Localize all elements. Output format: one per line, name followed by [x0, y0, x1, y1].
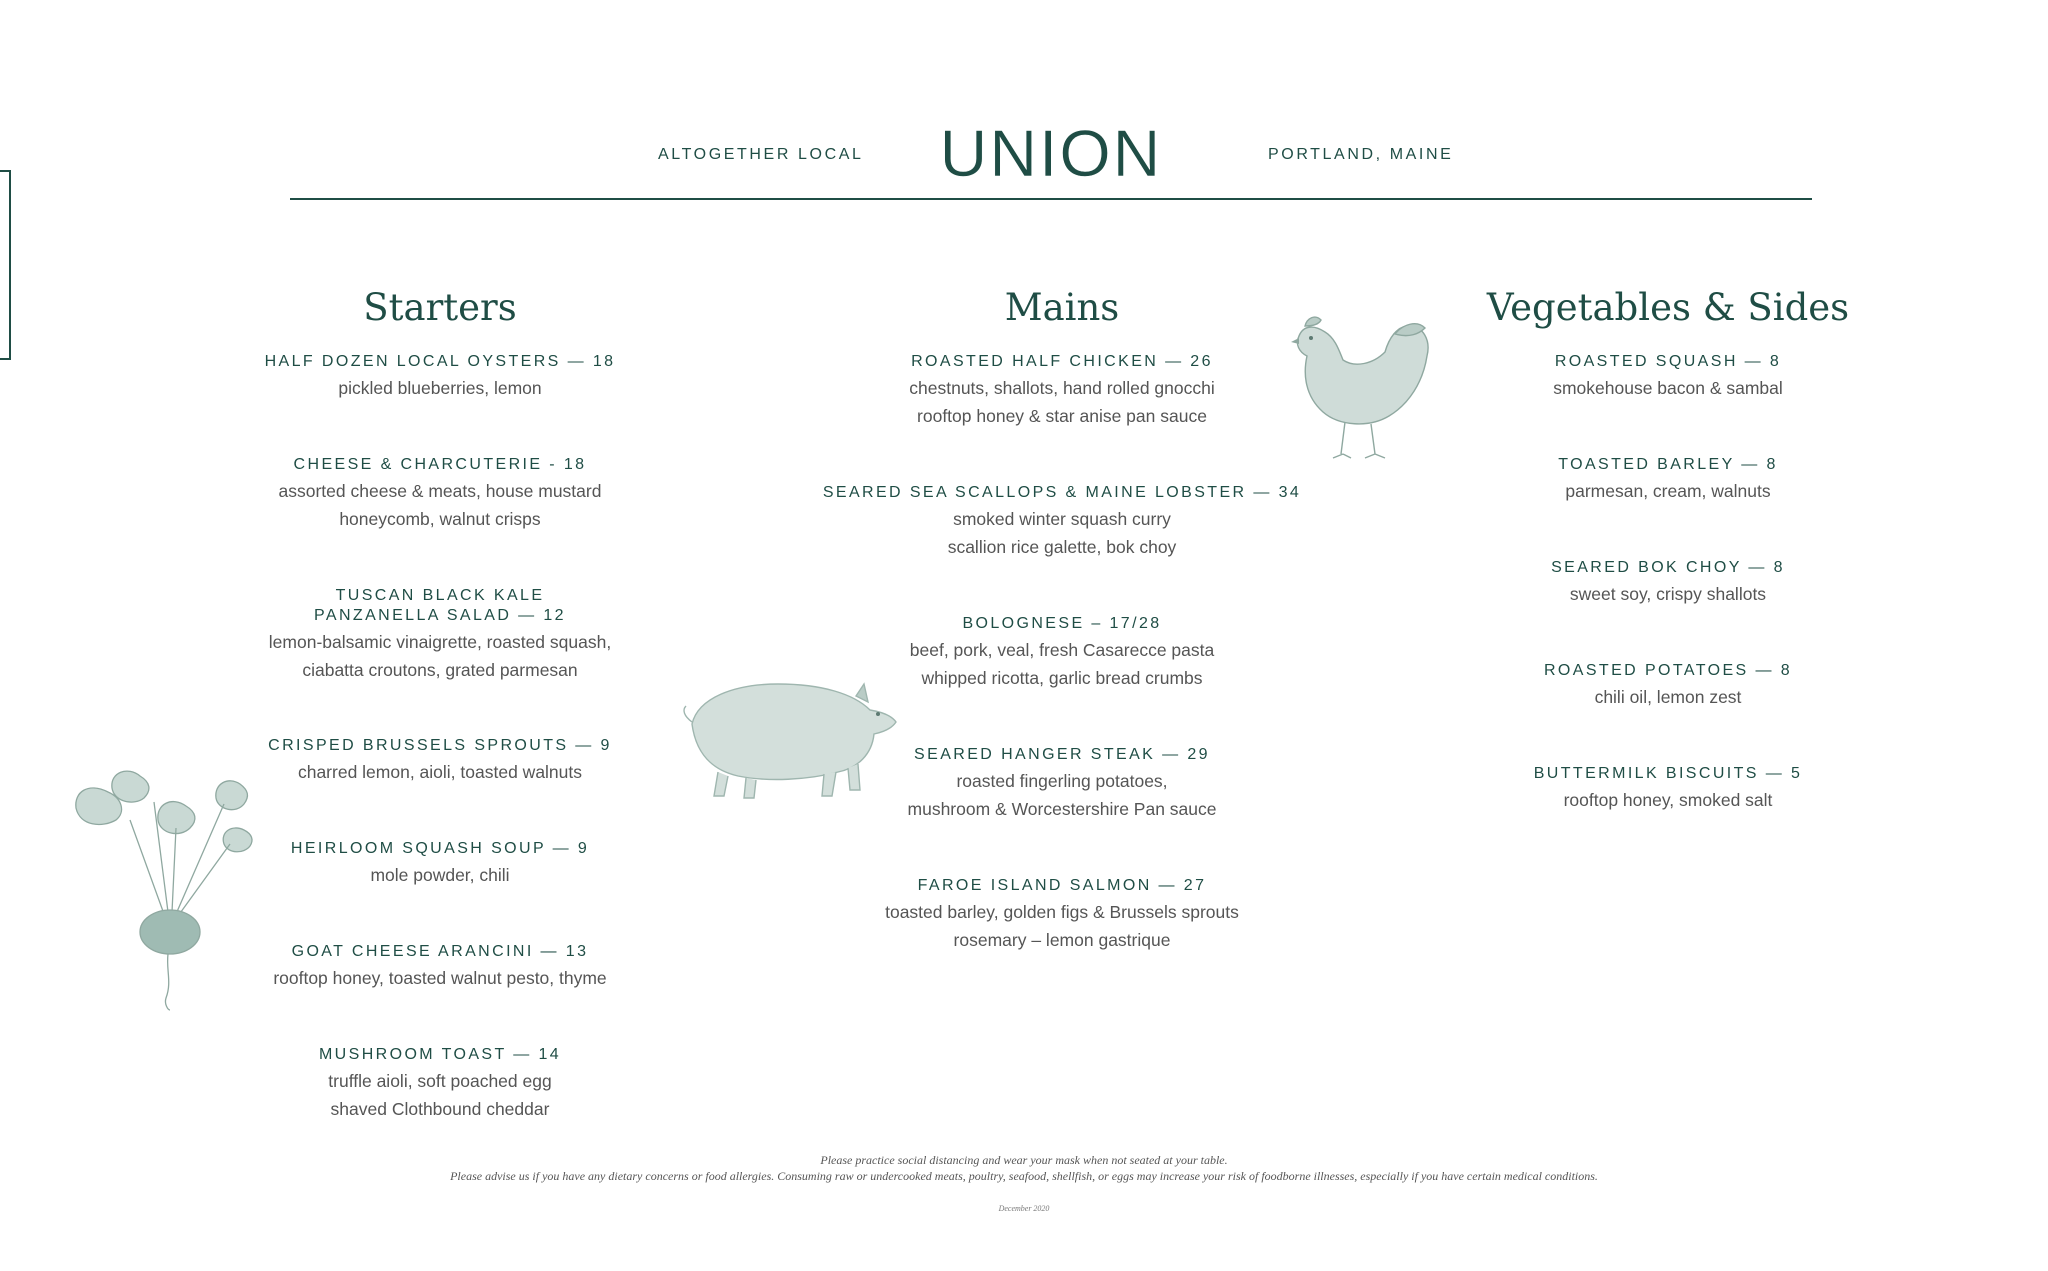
item-description: charred lemon, aioli, toasted walnuts	[297, 762, 583, 782]
menu-item	[812, 876, 1312, 954]
item-description: rooftop honey, smoked salt	[1563, 790, 1773, 810]
item-name: BOLOGNESE – 17/28	[962, 615, 1162, 632]
chicken-illustration	[1285, 304, 1435, 462]
item-name: BUTTERMILK BISCUITS — 5	[1533, 765, 1803, 782]
pig-illustration	[678, 672, 900, 800]
menu-item	[240, 1045, 640, 1123]
footer-allergy-note: Please advise us if you have any dietary concerns or food allergies. Consuming raw or undercooked meats, poultry, seafood, shellfish, or eggs may increase your risk of foodborne illnesses, especially if you have certain medical conditions.	[450, 1169, 1598, 1183]
item-name: SEARED BOK CHOY — 8	[1551, 559, 1785, 576]
item-name: CHEESE & CHARCUTERIE - 18	[293, 456, 587, 473]
menu-item	[1468, 455, 1868, 506]
item-description: rooftop honey, toasted walnut pesto, thyme	[273, 968, 607, 988]
menu-item	[240, 942, 640, 993]
item-description: smoked winter squash curry scallion rice galette, bok choy	[947, 509, 1177, 557]
menu-item	[240, 586, 640, 684]
item-name: ROASTED HALF CHICKEN — 26	[911, 353, 1213, 370]
header-divider	[290, 198, 1812, 200]
item-description: pickled blueberries, lemon	[338, 378, 542, 398]
item-description: roasted fingerling potatoes, mushroom & Worcestershire Pan sauce	[907, 771, 1217, 819]
item-name: SEARED HANGER STEAK — 29	[914, 746, 1210, 763]
menu-item	[240, 839, 640, 890]
item-description: toasted barley, golden figs & Brussels sprouts rosemary – lemon gastrique	[885, 902, 1239, 950]
item-description: beef, pork, veal, fresh Casarecce pasta whipped ricotta, garlic bread crumbs	[909, 640, 1215, 688]
starters-title: Starters	[363, 286, 517, 329]
left-edge-bracket	[0, 170, 11, 360]
menu-item	[1468, 558, 1868, 609]
item-name: MUSHROOM TOAST — 14	[318, 1046, 562, 1063]
item-name: HEIRLOOM SQUASH SOUP — 9	[290, 840, 590, 857]
menu-item	[812, 352, 1312, 430]
item-name: ROASTED POTATOES — 8	[1543, 662, 1793, 679]
item-name: TUSCAN BLACK KALE PANZANELLA SALAD — 12	[314, 587, 566, 624]
menu-item	[1468, 352, 1868, 403]
item-description: mole powder, chili	[370, 865, 510, 885]
item-name: GOAT CHEESE ARANCINI — 13	[291, 943, 589, 960]
header-left-tagline: ALTOGETHER LOCAL	[658, 146, 864, 163]
item-description: sweet soy, crispy shallots	[1569, 584, 1767, 604]
mains-title: Mains	[1004, 286, 1120, 329]
item-description: chestnuts, shallots, hand rolled gnocchi rooftop honey & star anise pan sauce	[909, 378, 1215, 426]
item-name: ROASTED SQUASH — 8	[1554, 353, 1782, 370]
menu-item	[240, 736, 640, 787]
item-name: TOASTED BARLEY — 8	[1558, 456, 1778, 473]
item-description: truffle aioli, soft poached egg shaved Clothbound cheddar	[328, 1071, 552, 1119]
item-description: assorted cheese & meats, house mustard honeycomb, walnut crisps	[278, 481, 602, 529]
item-name: SEARED SEA SCALLOPS & MAINE LOBSTER — 34	[822, 484, 1302, 501]
menu-item	[240, 352, 640, 403]
menu-item	[1468, 764, 1868, 815]
beet-illustration	[68, 762, 288, 1012]
header-right-tagline: PORTLAND, MAINE	[1268, 146, 1454, 163]
item-name: CRISPED BRUSSELS SPROUTS — 9	[268, 737, 612, 754]
item-name: HALF DOZEN LOCAL OYSTERS — 18	[264, 353, 616, 370]
item-name: FAROE ISLAND SALMON — 27	[917, 877, 1207, 894]
item-description: smokehouse bacon & sambal	[1553, 378, 1783, 398]
union-logo: UNION	[939, 116, 1163, 190]
menu-item	[812, 483, 1312, 561]
sides-title: Vegetables & Sides	[1486, 286, 1850, 329]
menu-item	[1468, 661, 1868, 712]
item-description: parmesan, cream, walnuts	[1565, 481, 1771, 501]
footer-distancing-note: Please practice social distancing and wear your mask when not seated at your table.	[820, 1153, 1228, 1167]
item-description: lemon-balsamic vinaigrette, roasted squash, ciabatta croutons, grated parmesan	[268, 632, 612, 680]
footer-date: December 2020	[998, 1204, 1050, 1213]
item-description: chili oil, lemon zest	[1594, 687, 1742, 707]
menu-item	[240, 455, 640, 533]
